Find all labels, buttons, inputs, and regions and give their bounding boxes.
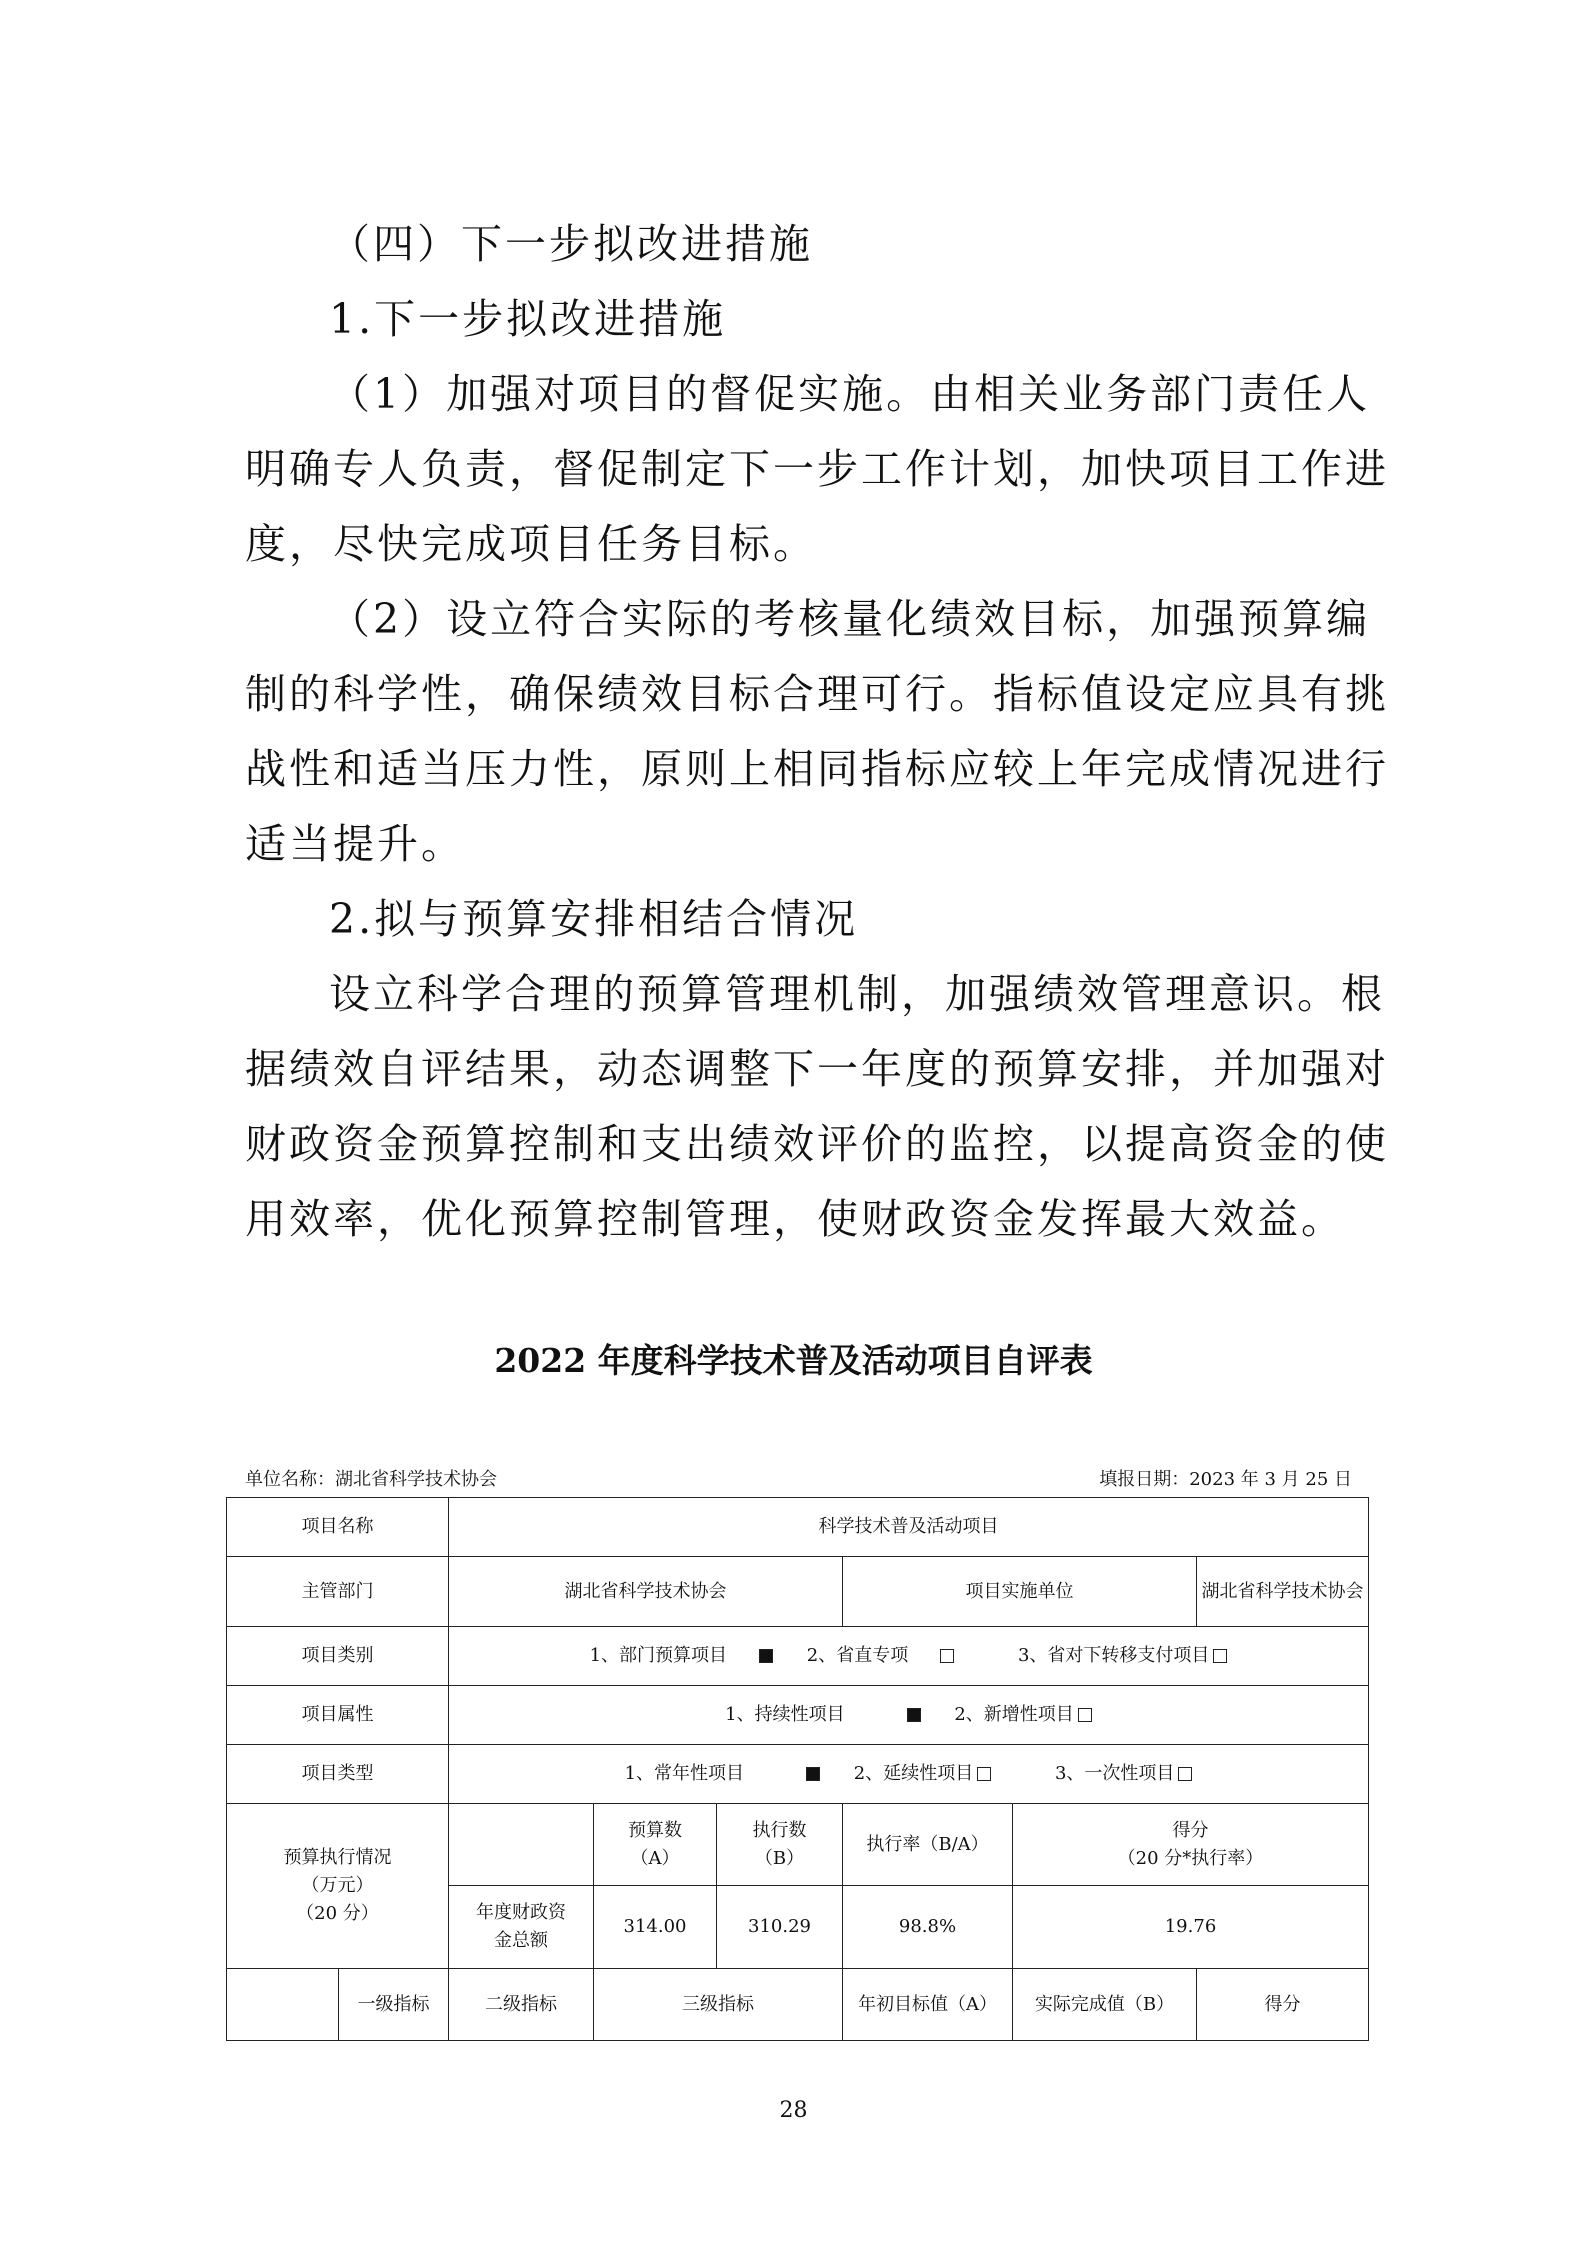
paragraph-3-line-1: 设立科学合理的预算管理机制，加强绩效管理意识。根 xyxy=(329,970,1385,1018)
row-department xyxy=(227,1557,1369,1627)
paragraph-2-line-4: 适当提升。 xyxy=(245,820,465,868)
section-heading: （四）下一步拟改进措施 xyxy=(329,220,813,268)
attribute-option-1: 1、持续性项目 xyxy=(725,1704,845,1725)
rate-value: 98.8% xyxy=(843,1886,1013,1969)
category-label: 项目类别 xyxy=(227,1627,449,1686)
row-category xyxy=(227,1627,1369,1686)
category-option-3: 3、省对下转移支付项目 xyxy=(1017,1645,1210,1666)
attribute-option-2: 2、新增性项目 xyxy=(954,1704,1074,1725)
indicator-header-1: 一级指标 xyxy=(339,1969,449,2041)
indicator-header-6: 得分 xyxy=(1197,1969,1369,2041)
paragraph-2-line-2: 制的科学性，确保绩效目标合理可行。指标值设定应具有挑 xyxy=(245,670,1389,718)
category-options xyxy=(449,1627,1369,1686)
empty-cell xyxy=(227,1969,339,2041)
indicator-header-4: 年初目标值（A） xyxy=(843,1969,1013,2041)
checked-box-icon xyxy=(907,1708,921,1722)
self-evaluation-table xyxy=(226,1497,1369,2041)
row-project-name xyxy=(227,1498,1369,1557)
row-indicator-headers xyxy=(227,1969,1369,2041)
category-option-1: 1、部门预算项目 xyxy=(589,1645,728,1666)
type-option-2: 2、延续性项目 xyxy=(853,1763,974,1784)
dept-value: 湖北省科学技术协会 xyxy=(449,1557,843,1627)
unchecked-box-icon xyxy=(1178,1767,1192,1781)
score-label-line: （20 分*执行率） xyxy=(1117,1847,1264,1869)
unchecked-box-icon xyxy=(1213,1649,1227,1663)
indicator-header-3: 三级指标 xyxy=(594,1969,843,2041)
unchecked-box-icon xyxy=(1078,1708,1092,1722)
improvement-section xyxy=(245,207,1389,1257)
budget-value: 314.00 xyxy=(594,1886,717,1969)
category-option-2: 2、省直专项 xyxy=(806,1645,909,1666)
type-options xyxy=(449,1745,1369,1804)
paragraph-1-line-1: （1）加强对项目的督促实施。由相关业务部门责任人 xyxy=(329,370,1371,418)
budget-num-label-line: （A） xyxy=(630,1847,680,1869)
checked-box-icon xyxy=(759,1649,773,1663)
budget-label xyxy=(227,1804,449,1969)
indicator-header-5: 实际完成值（B） xyxy=(1013,1969,1197,2041)
unit-name: 单位名称：湖北省科学技术协会 xyxy=(245,1469,497,1490)
project-name-label: 项目名称 xyxy=(227,1498,449,1557)
fund-label-line: 年度财政资 xyxy=(476,1902,566,1923)
impl-label: 项目实施单位 xyxy=(843,1557,1197,1627)
type-option-3: 3、一次性项目 xyxy=(1054,1763,1175,1784)
score-value: 19.76 xyxy=(1013,1886,1369,1969)
paragraph-3-line-4: 用效率，优化预算控制管理，使财政资金发挥最大效益。 xyxy=(245,1195,1345,1243)
type-label: 项目类型 xyxy=(227,1745,449,1804)
exec-value: 310.29 xyxy=(717,1886,843,1969)
fund-label-line: 金总额 xyxy=(494,1930,548,1951)
exec-num-label xyxy=(717,1804,843,1886)
unchecked-box-icon xyxy=(940,1649,954,1663)
type-option-1: 1、常年性项目 xyxy=(624,1763,745,1784)
budget-label-line: （20 分） xyxy=(296,1903,379,1924)
paragraph-1-line-2: 明确专人负责，督促制定下一步工作计划，加快项目工作进 xyxy=(245,445,1389,493)
empty-cell xyxy=(449,1804,594,1886)
subheading-1: 1.下一步拟改进措施 xyxy=(329,295,727,343)
paragraph-1-line-3: 度，尽快完成项目任务目标。 xyxy=(245,520,817,568)
exec-num-label-line: 执行数 xyxy=(752,1819,807,1841)
row-budget-header xyxy=(227,1804,1369,1886)
budget-label-line: （万元） xyxy=(301,1875,374,1896)
fund-label xyxy=(449,1886,594,1969)
paragraph-2-line-1: （2）设立符合实际的考核量化绩效目标，加强预算编 xyxy=(329,595,1371,643)
budget-num-label-line: 预算数 xyxy=(628,1819,682,1841)
exec-num-label-line: （B） xyxy=(754,1847,805,1869)
row-type xyxy=(227,1745,1369,1804)
attribute-options xyxy=(449,1686,1369,1745)
budget-label-line: 预算执行情况 xyxy=(283,1847,392,1868)
paragraph-3-line-3: 财政资金预算控制和支出绩效评价的监控，以提高资金的使 xyxy=(245,1120,1389,1168)
score-label-line: 得分 xyxy=(1172,1819,1209,1841)
impl-value: 湖北省科学技术协会 xyxy=(1197,1557,1369,1627)
budget-num-label xyxy=(594,1804,717,1886)
checked-box-icon xyxy=(806,1767,820,1781)
project-name-value: 科学技术普及活动项目 xyxy=(449,1498,1369,1557)
fill-date: 填报日期：2023 年 3 月 25 日 xyxy=(1099,1469,1352,1490)
paragraph-2-line-3: 战性和适当压力性，原则上相同指标应较上年完成情况进行 xyxy=(245,745,1389,793)
indicator-header-2: 二级指标 xyxy=(449,1969,594,2041)
subheading-2: 2.拟与预算安排相结合情况 xyxy=(329,895,859,943)
table-title: 2022 年度科学技术普及活动项目自评表 xyxy=(494,1341,1093,1380)
rate-label: 执行率（B/A） xyxy=(843,1804,1013,1886)
page-number: 28 xyxy=(779,2098,808,2123)
row-attribute xyxy=(227,1686,1369,1745)
unchecked-box-icon xyxy=(977,1767,991,1781)
attribute-label: 项目属性 xyxy=(227,1686,449,1745)
paragraph-3-line-2: 据绩效自评结果，动态调整下一年度的预算安排，并加强对 xyxy=(245,1045,1389,1093)
dept-label: 主管部门 xyxy=(227,1557,449,1627)
score-label xyxy=(1013,1804,1369,1886)
